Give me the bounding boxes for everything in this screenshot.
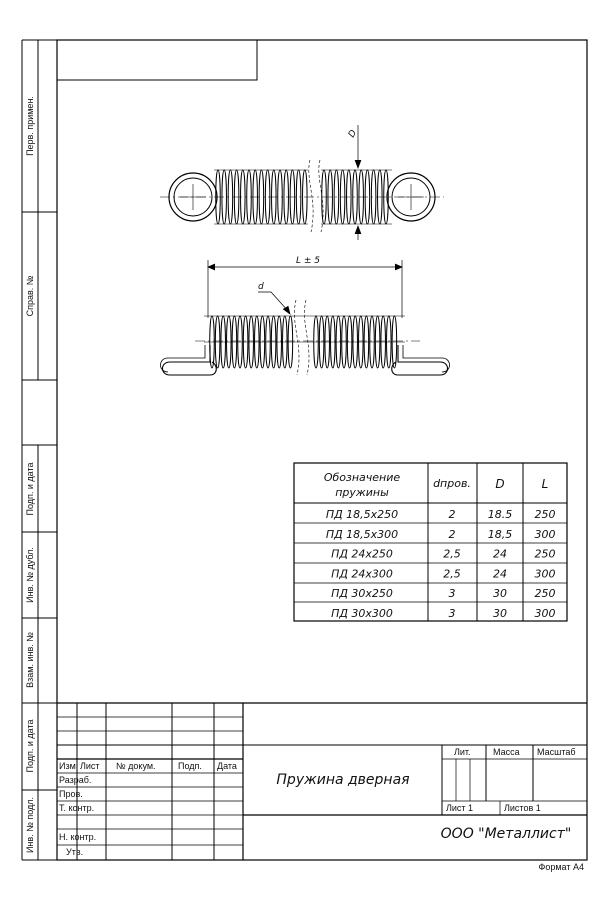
dim-wire-diameter (258, 292, 290, 314)
spec-cell-r4-c3: 250 (534, 587, 556, 601)
tb-sheets: Листов 1 (504, 803, 541, 813)
spec-cell-r4-c0: ПД 30х250 (331, 587, 393, 601)
tb-col-list: Лист (80, 761, 100, 771)
spec-cell-r2-c2: 24 (493, 547, 507, 561)
spec-cell-r3-c1: 2,5 (443, 567, 461, 581)
side-label-inv-dubl: Инв. № дубл. (25, 547, 35, 603)
sheet-frame (57, 40, 587, 860)
spec-header-wire: dпров. (433, 477, 471, 490)
tb-row-nkontr: Н. контр. (59, 832, 97, 842)
side-label-inv-podl: Инв. № подл. (25, 796, 35, 854)
tb-col-izm: Изм. (59, 761, 79, 771)
side-label-podp-data-2: Подп. и дата (25, 719, 35, 773)
spec-cell-r3-c2: 24 (493, 567, 507, 581)
spec-header-length: L (541, 477, 549, 491)
break-line-side-right (304, 300, 309, 375)
tb-masshtab: Масштаб (537, 747, 576, 757)
tb-row-tkontr: Т. контр. (59, 803, 95, 813)
tb-col-podp: Подп. (178, 761, 202, 771)
spec-header-outer-d: D (495, 477, 505, 491)
tb-row-razrab: Разраб. (59, 775, 92, 785)
spec-cell-r1-c2: 18,5 (487, 527, 513, 541)
spec-cell-r3-c0: ПД 24х300 (331, 567, 393, 581)
spring-side-view (161, 316, 450, 375)
dim-length (208, 260, 402, 318)
spec-cell-r5-c1: 3 (448, 607, 456, 620)
tb-organization: ООО "Металлист" (440, 826, 572, 842)
label-d-wire: d (258, 282, 264, 292)
label-d-outer: D (346, 128, 360, 140)
spec-rows (326, 508, 556, 620)
spec-cell-r0-c1: 2 (448, 508, 456, 521)
break-line-side-left (294, 300, 299, 375)
spec-header-designation-line1: Обозначение (323, 471, 401, 484)
spring-top-view (160, 170, 444, 224)
spec-cell-r3-c3: 300 (534, 567, 556, 581)
tb-col-data: Дата (217, 761, 237, 771)
break-line-top-right (319, 160, 323, 232)
side-label-podp-data-1: Подп. и дата (25, 462, 35, 516)
spec-header-designation-line2: пружины (335, 486, 389, 499)
spec-cell-r2-c3: 250 (534, 547, 556, 561)
tb-lit: Лит. (454, 747, 471, 757)
spec-cell-r1-c1: 2 (448, 527, 456, 541)
side-label-perv-primen: Перв. примен. (25, 96, 35, 156)
side-label-vzam-inv: Взам. инв. № (25, 632, 35, 688)
top-stamp-box (57, 40, 257, 80)
spec-cell-r0-c3: 250 (534, 508, 556, 521)
spec-cell-r0-c2: 18.5 (487, 508, 513, 521)
spec-cell-r2-c0: ПД 24х250 (331, 547, 393, 561)
spec-cell-r4-c2: 30 (493, 587, 507, 601)
spec-cell-r4-c1: 3 (448, 587, 456, 601)
tb-massa: Масса (493, 747, 520, 757)
tb-format: Формат А4 (538, 862, 584, 872)
tb-row-prov: Пров. (59, 789, 83, 799)
tb-row-utv: Утв. (66, 847, 84, 857)
spec-cell-r1-c0: ПД 18,5х300 (325, 527, 399, 541)
spec-cell-r5-c0: ПД 30х300 (331, 607, 393, 620)
spec-cell-r5-c3: 300 (534, 607, 556, 620)
tb-document-title: Пружина дверная (276, 772, 410, 788)
spec-cell-r0-c0: ПД 18,5х250 (325, 508, 399, 521)
tb-sheet: Лист 1 (446, 803, 474, 813)
spec-cell-r2-c1: 2,5 (443, 547, 461, 561)
tb-col-dokum: № докум. (116, 761, 156, 771)
label-length: L ± 5 (295, 256, 321, 266)
spec-cell-r5-c2: 30 (493, 607, 507, 620)
spec-cell-r1-c3: 300 (534, 527, 556, 541)
side-label-sprav-no: Справ. № (25, 275, 35, 317)
break-line-top-left (309, 160, 313, 232)
